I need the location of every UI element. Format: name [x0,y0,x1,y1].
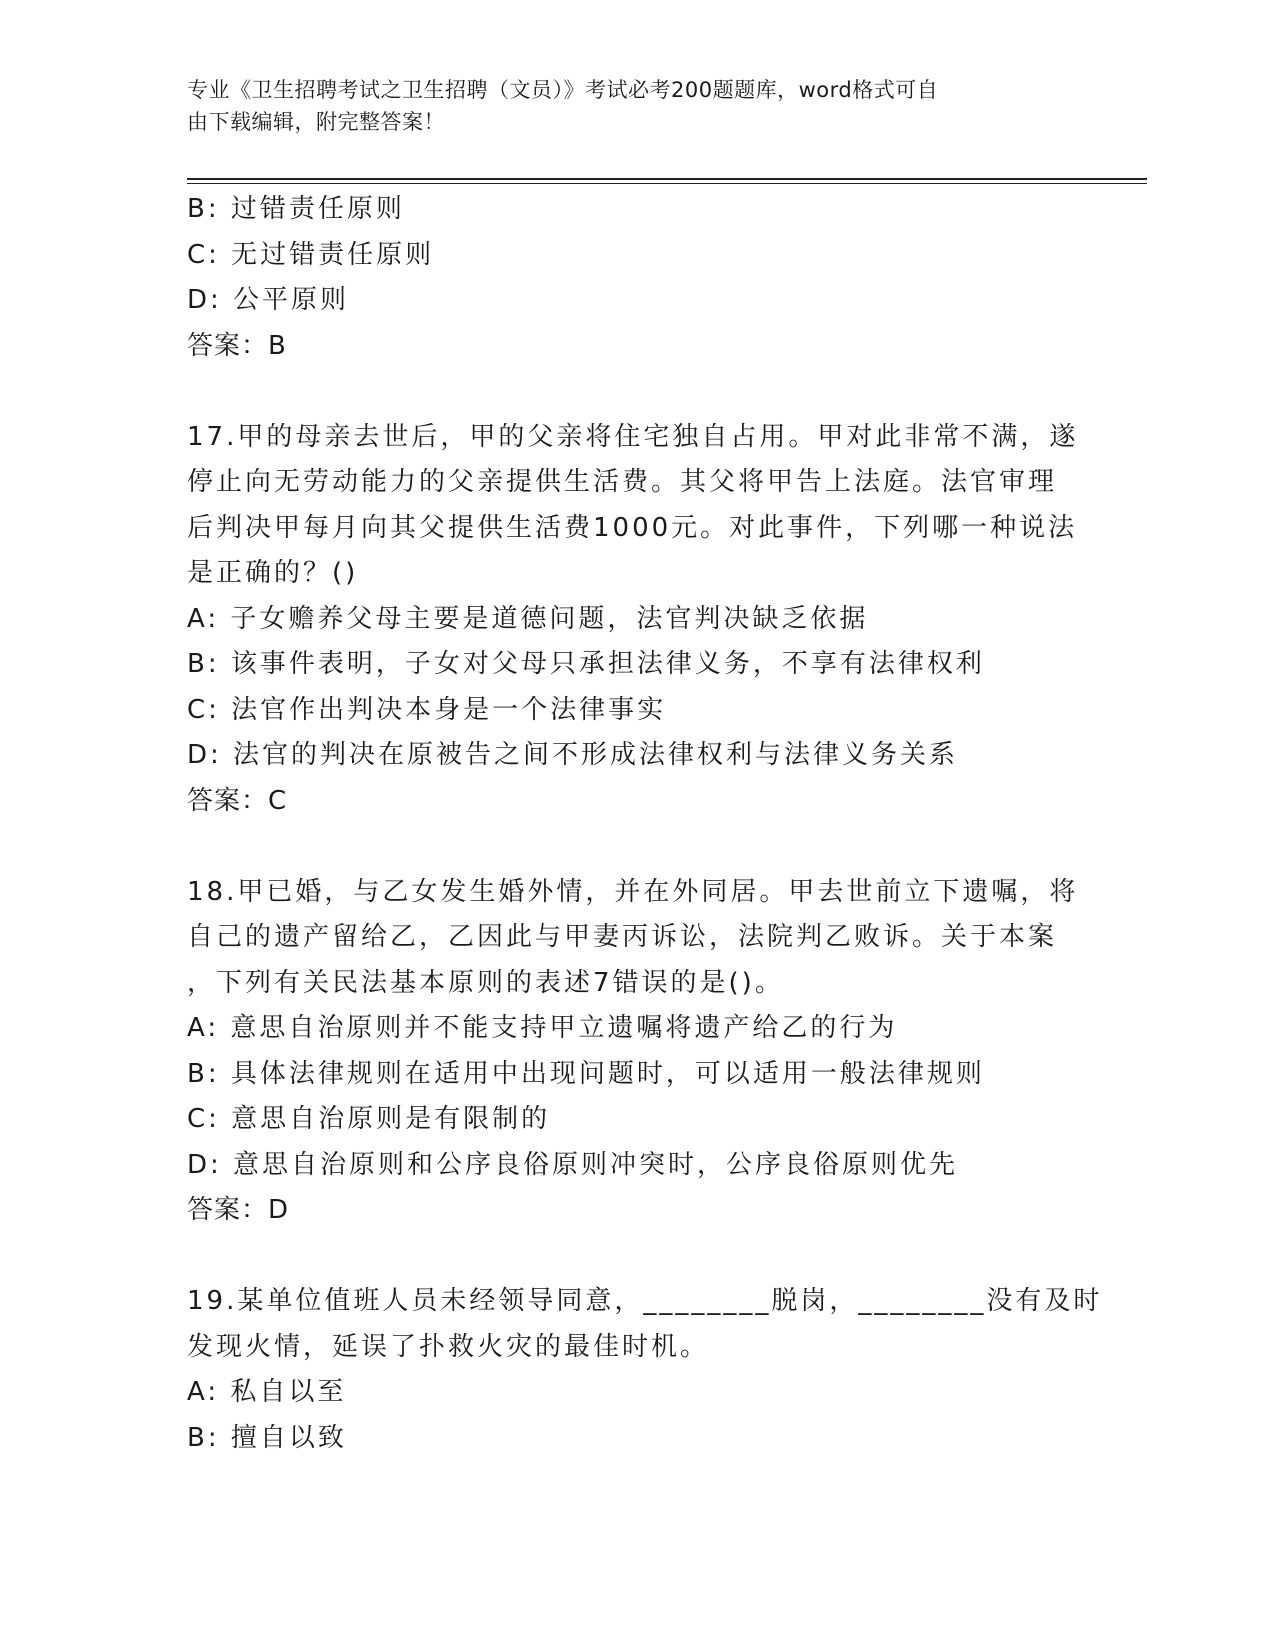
option-c: C: 无过错责任原则 [187,239,435,270]
option-a: A: 意思自治原则并不能支持甲立遗嘱将遗产给乙的行为 [187,1013,898,1043]
question-stem-line: 停止向无劳动能力的父亲提供生活费。其父将甲告上法庭。法官审理 [187,467,1058,497]
option-b: B: 该事件表明，子女对父母只承担法律义务，不享有法律权利 [187,649,985,679]
question-stem-line: ，下列有关民法基本原则的表述7错误的是()。 [187,967,784,998]
question-stem-line: 17.甲的母亲去世后，甲的父亲将住宅独自占用。甲对此非常不满，遂 [187,421,1079,452]
question-stem-line: 是正确的？() [187,558,359,588]
answer-line: 答案：B [187,330,287,361]
document-body [187,187,1103,1461]
question-19 [187,1279,1103,1461]
question-18 [187,870,1087,1234]
answer-line: 答案：D [187,1195,290,1225]
question-stem-line: 19.某单位值班人员未经领导同意，________脱岗，________没有及时 [187,1286,1103,1316]
question-stem-line: 后判决甲每月向其父提供生活费1000元。对此事件，下列哪一种说法 [187,512,1078,543]
option-d: D: 公平原则 [187,285,350,315]
prev-question-block [187,187,1087,369]
header-divider-thin [187,183,1147,184]
spacer [187,1234,1087,1280]
option-b: B: 擅自以致 [187,1422,347,1453]
option-d: D: 意思自治原则和公序良俗原则冲突时，公序良俗原则优先 [187,1149,959,1180]
spacer [187,824,1087,870]
option-a: A: 子女赡养父母主要是道德问题，法官判决缺乏依据 [187,603,869,634]
option-b: B: 过错责任原则 [187,194,405,224]
header-line-2: 由下载编辑，附完整答案！ [187,110,445,134]
question-stem-line: 18.甲已婚，与乙女发生婚外情，并在外同居。甲去世前立下遗嘱，将 [187,876,1079,907]
header-line-1: 专业《卫生招聘考试之卫生招聘（文员）》考试必考200题题库，word格式可自 [187,78,939,102]
question-17 [187,415,1087,825]
option-a: A: 私自以至 [187,1377,347,1407]
option-c: C: 法官作出判决本身是一个法律事实 [187,694,667,725]
answer-line: 答案：C [187,785,288,816]
option-c: C: 意思自治原则是有限制的 [187,1104,551,1134]
spacer [187,369,1087,415]
option-d: D: 法官的判决在原被告之间不形成法律权利与法律义务关系 [187,740,959,770]
option-b: B: 具体法律规则在适用中出现问题时，可以适用一般法律规则 [187,1058,985,1089]
question-stem-line: 自己的遗产留给乙，乙因此与甲妻丙诉讼，法院判乙败诉。关于本案 [187,922,1058,952]
header-divider-thick [187,178,1147,180]
question-stem-line: 发现火情，延误了扑救火灾的最佳时机。 [187,1331,710,1362]
document-header [187,74,1087,138]
